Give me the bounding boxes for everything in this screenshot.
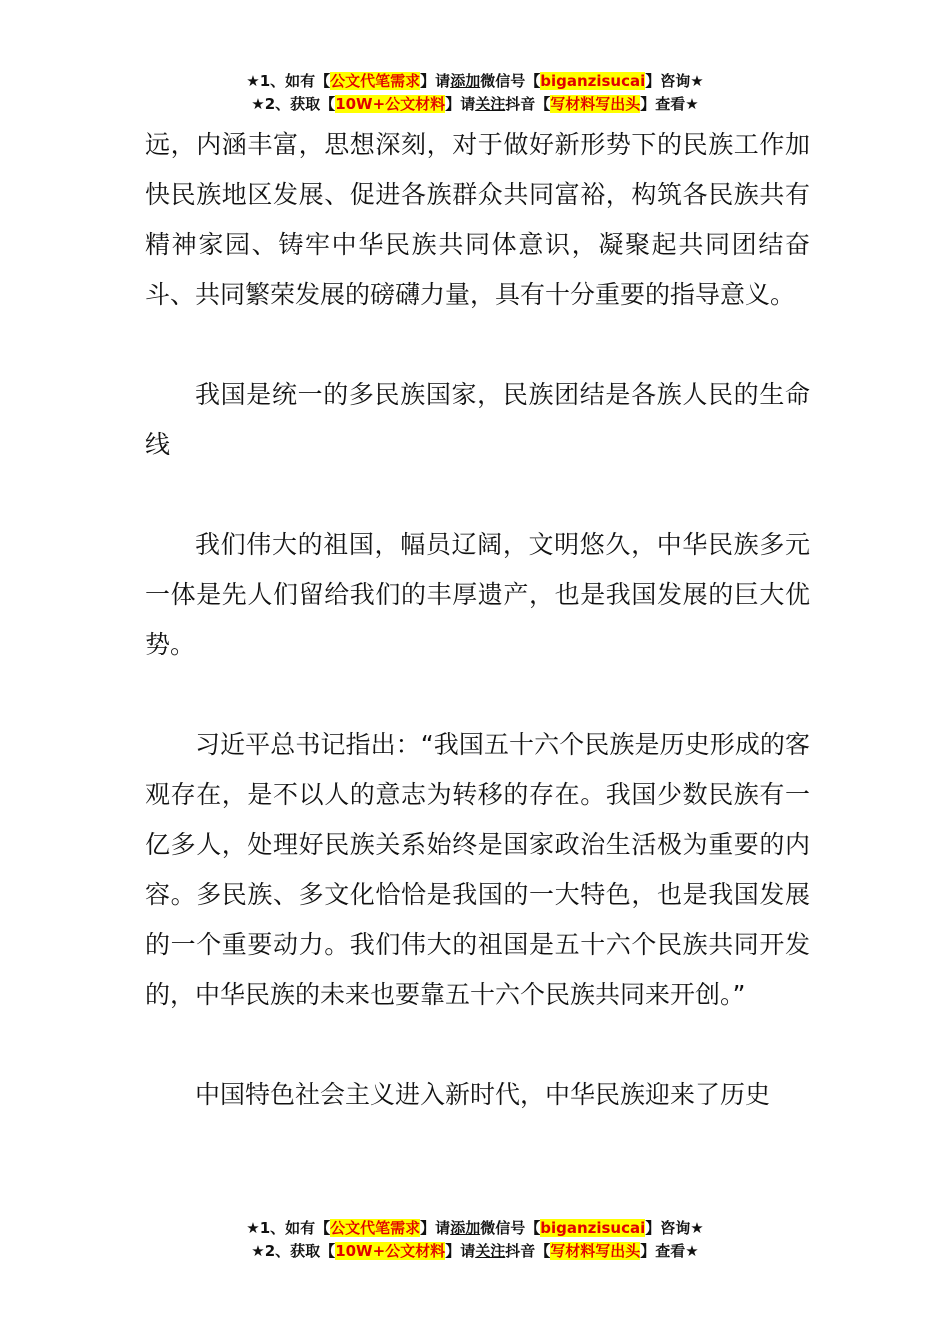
document-body [145,120,810,1120]
header-line-2-follow: 关注 [475,95,506,113]
header-line-1-add: 添加 [450,72,481,90]
footer-line-2 [0,1240,950,1263]
header-line-1 [0,70,950,93]
paragraph-gap [145,470,810,520]
douyin-account-highlight: 写材料写出头 [550,95,641,113]
paragraph-4: 习近平总书记指出：“我国五十六个民族是历史形成的客观存在，是不以人的意志为转移的存在。我国少数民族有一亿多人，处理好民族关系始终是国家政治生活极为重要的内容。多民族、多文化恰恰是我国的一大特色，也是我国发展的一个重要动力。我们伟大的祖国是五十六个民族共同开发的，中华民族的未来也要靠五十六个民族共同来开创。” [145,730,810,1009]
header-line-2-mid1: 】请 [445,95,476,113]
wechat-id-highlight: biganzisucai [540,1219,646,1237]
ghostwriting-highlight: 公文代笔需求 [330,1219,421,1237]
paragraph-5: 中国特色社会主义进入新时代，中华民族迎来了历史 [195,1080,771,1109]
footer-banner [0,1217,950,1263]
footer-line-2-mid1: 】请 [445,1242,476,1260]
footer-line-2-suffix: 】查看★ [640,1242,699,1260]
header-line-1-suffix: 】咨询★ [645,72,704,90]
header-line-1-mid1: 】请 [420,72,451,90]
ghostwriting-highlight: 公文代笔需求 [330,72,421,90]
footer-line-1-mid1: 】请 [420,1219,451,1237]
paragraph-gap [145,670,810,720]
header-line-2-suffix: 】查看★ [640,95,699,113]
header-banner [0,70,950,116]
footer-line-2-follow: 关注 [475,1242,506,1260]
footer-line-1-prefix: ★1、如有【 [246,1219,331,1237]
douyin-account-highlight: 写材料写出头 [550,1242,641,1260]
materials-highlight: 10W+公文材料 [335,95,446,113]
header-line-2-mid3: 抖音【 [505,95,551,113]
wechat-id-highlight: biganzisucai [540,72,646,90]
paragraph-3: 我们伟大的祖国，幅员辽阔，文明悠久，中华民族多元一体是先人们留给我们的丰厚遗产，也是我国发展的巨大优势。 [145,530,810,659]
footer-line-1 [0,1217,950,1240]
materials-highlight: 10W+公文材料 [335,1242,446,1260]
header-line-2 [0,93,950,116]
header-line-2-prefix: ★2、获取【 [251,95,336,113]
footer-line-2-prefix: ★2、获取【 [251,1242,336,1260]
footer-line-1-mid3: 微信号【 [480,1219,541,1237]
header-line-1-prefix: ★1、如有【 [246,72,331,90]
paragraph-gap [145,1020,810,1070]
footer-line-1-add: 添加 [450,1219,481,1237]
paragraph-gap [145,320,810,370]
footer-line-1-suffix: 】咨询★ [645,1219,704,1237]
section-heading: 我国是统一的多民族国家，民族团结是各族人民的生命线 [145,380,810,459]
header-line-1-mid3: 微信号【 [480,72,541,90]
paragraph-1: 远，内涵丰富，思想深刻，对于做好新形势下的民族工作加快民族地区发展、促进各族群众共同富裕，构筑各民族共有精神家园、铸牢中华民族共同体意识，凝聚起共同团结奋斗、共同繁荣发展的磅礴力量，具有十分重要的指导意义。 [145,130,810,309]
footer-line-2-mid3: 抖音【 [505,1242,551,1260]
